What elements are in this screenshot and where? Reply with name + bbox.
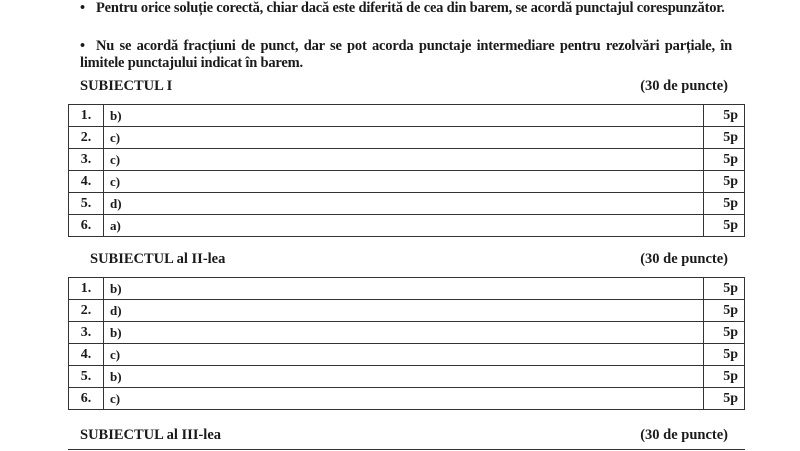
answer: b) (104, 366, 704, 388)
item-number: 6. (69, 215, 104, 237)
item-number: 1. (69, 105, 104, 127)
table-row (69, 344, 745, 366)
instruction-2: • Nu se acordă fracțiuni de punct, dar se pot acorda punctaje intermediare pentru rezolvări parțiale, în limitele punctajului indicat în barem. (80, 38, 732, 71)
answer-table-2 (68, 277, 745, 410)
bullet-icon: • (80, 38, 85, 54)
points: 5p (704, 344, 745, 366)
points: 5p (704, 322, 745, 344)
answer: d) (104, 300, 704, 322)
points: 5p (704, 278, 745, 300)
table-row (69, 278, 745, 300)
answer: c) (104, 388, 704, 410)
points: 5p (704, 171, 745, 193)
item-number: 4. (69, 171, 104, 193)
item-number: 1. (69, 278, 104, 300)
table-row (69, 366, 745, 388)
section-header-1: SUBIECTUL I (30 de puncte) (80, 78, 728, 94)
points: 5p (704, 127, 745, 149)
points: 5p (704, 149, 745, 171)
points: 5p (704, 366, 745, 388)
table-row (69, 149, 745, 171)
table-row (69, 193, 745, 215)
item-number: 6. (69, 388, 104, 410)
item-number: 4. (69, 344, 104, 366)
section-header-2: SUBIECTUL al II-lea (30 de puncte) (90, 251, 728, 267)
table-row (69, 171, 745, 193)
item-number: 5. (69, 366, 104, 388)
points: 5p (704, 215, 745, 237)
item-number: 2. (69, 127, 104, 149)
points: 5p (704, 388, 745, 410)
item-number: 5. (69, 193, 104, 215)
answer: b) (104, 322, 704, 344)
table-row (69, 300, 745, 322)
table-row (69, 105, 745, 127)
item-number: 3. (69, 149, 104, 171)
answer: c) (104, 344, 704, 366)
answer: c) (104, 127, 704, 149)
item-number: 2. (69, 300, 104, 322)
bullet-icon: • (80, 0, 85, 16)
section-header-3: SUBIECTUL al III-lea (30 de puncte) (80, 427, 728, 443)
item-number: 3. (69, 322, 104, 344)
answer: a) (104, 215, 704, 237)
divider (68, 449, 745, 450)
points: 5p (704, 105, 745, 127)
points: 5p (704, 193, 745, 215)
table-row (69, 215, 745, 237)
answer-table-1 (68, 104, 745, 237)
answer: d) (104, 193, 704, 215)
answer: b) (104, 105, 704, 127)
table-row (69, 322, 745, 344)
answer: b) (104, 278, 704, 300)
points: 5p (704, 300, 745, 322)
table-row (69, 127, 745, 149)
answer: c) (104, 149, 704, 171)
table-row (69, 388, 745, 410)
answer: c) (104, 171, 704, 193)
instruction-1: • Pentru orice soluție corectă, chiar dacă este diferită de cea din barem, se acordă punctajul corespunzător. (80, 0, 725, 16)
